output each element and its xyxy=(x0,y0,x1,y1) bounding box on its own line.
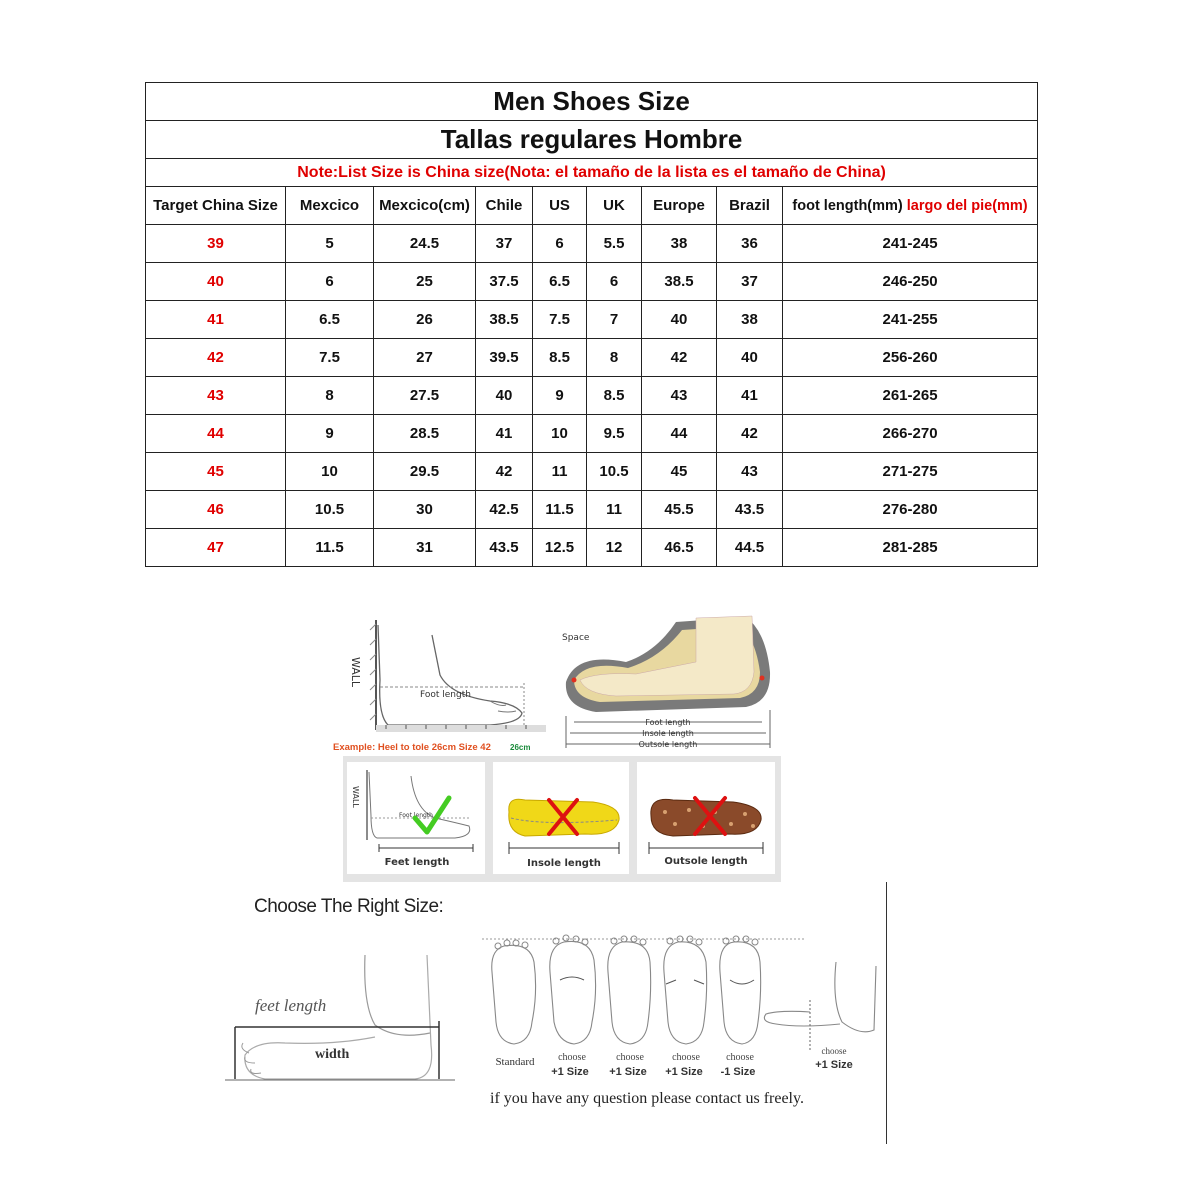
table-row xyxy=(146,377,1038,415)
table-row xyxy=(146,529,1038,567)
shoe-outsole-length-text: Outsole length xyxy=(638,740,698,749)
table-row xyxy=(146,339,1038,377)
cell-europe: 44 xyxy=(642,415,717,453)
cell-mexico-cm: 27.5 xyxy=(374,377,476,415)
table-body xyxy=(146,225,1038,567)
cell-uk: 8.5 xyxy=(587,377,642,415)
cell-europe: 45.5 xyxy=(642,491,717,529)
header-uk: UK xyxy=(587,187,642,225)
panel-insole-length-text: Insole length xyxy=(527,858,601,869)
cell-uk: 7 xyxy=(587,301,642,339)
cell-us: 6.5 xyxy=(533,263,587,301)
example-text: Example: Heel to tole 26cm Size 42 xyxy=(333,742,491,753)
size-chart-table xyxy=(145,82,1038,567)
cell-chile: 40 xyxy=(476,377,533,415)
header-foot-length xyxy=(783,187,1038,225)
contact-note: if you have any question please contact us freely. xyxy=(490,1090,804,1107)
plus-one-label-2: +1 Size xyxy=(609,1066,647,1078)
cell-mexico-cm: 31 xyxy=(374,529,476,567)
cell-mexico: 9 xyxy=(286,415,374,453)
cell-uk: 12 xyxy=(587,529,642,567)
cell-brazil: 43 xyxy=(717,453,783,491)
header-europe: Europe xyxy=(642,187,717,225)
cell-brazil: 40 xyxy=(717,339,783,377)
choose-label-2: choose xyxy=(616,1052,644,1063)
cell-us: 9 xyxy=(533,377,587,415)
plus-one-label-3: +1 Size xyxy=(665,1066,703,1078)
cell-uk: 9.5 xyxy=(587,415,642,453)
header-foot-length-en: foot length(mm) xyxy=(792,197,907,214)
choose-size-title: Choose The Right Size: xyxy=(254,896,444,917)
panel-foot-length-text: Foot length xyxy=(399,812,433,819)
cell-uk: 11 xyxy=(587,491,642,529)
cell-chile: 39.5 xyxy=(476,339,533,377)
width-label: width xyxy=(315,1047,350,1062)
cell-foot: 266-270 xyxy=(783,415,1038,453)
cell-mexico-cm: 24.5 xyxy=(374,225,476,263)
cell-mexico-cm: 29.5 xyxy=(374,453,476,491)
table-header-row xyxy=(146,187,1038,225)
table-row xyxy=(146,225,1038,263)
cell-chile: 42.5 xyxy=(476,491,533,529)
cell-mexico-cm: 25 xyxy=(374,263,476,301)
cell-chile: 37.5 xyxy=(476,263,533,301)
cell-foot: 271-275 xyxy=(783,453,1038,491)
table-note: Note:List Size is China size(Nota: el tamaño de la lista es el tamaño de China) xyxy=(146,159,1038,187)
shoe-foot-length-text: Foot length xyxy=(645,718,691,727)
cell-brazil: 43.5 xyxy=(717,491,783,529)
cell-mexico-cm: 28.5 xyxy=(374,415,476,453)
cell-uk: 10.5 xyxy=(587,453,642,491)
cell-china: 46 xyxy=(146,491,286,529)
cell-us: 11 xyxy=(533,453,587,491)
foot-length-text: Foot length xyxy=(420,690,471,700)
cell-china: 41 xyxy=(146,301,286,339)
cell-mexico-cm: 27 xyxy=(374,339,476,377)
measure-methods-panels xyxy=(343,756,781,882)
cell-europe: 38.5 xyxy=(642,263,717,301)
plus-one-label-1: +1 Size xyxy=(551,1066,589,1078)
shoe-insole-length-text: Insole length xyxy=(642,729,694,738)
wall-text: WALL xyxy=(349,657,362,688)
cell-mexico-cm: 26 xyxy=(374,301,476,339)
choose-label-1: choose xyxy=(558,1052,586,1063)
cell-china: 43 xyxy=(146,377,286,415)
ruler-mark-text: 26cm xyxy=(510,743,531,752)
cell-mexico: 6.5 xyxy=(286,301,374,339)
cell-mexico: 10.5 xyxy=(286,491,374,529)
cell-brazil: 42 xyxy=(717,415,783,453)
cell-mexico: 7.5 xyxy=(286,339,374,377)
header-us: US xyxy=(533,187,587,225)
cell-us: 10 xyxy=(533,415,587,453)
cell-mexico-cm: 30 xyxy=(374,491,476,529)
header-china-size: Target China Size xyxy=(146,187,286,225)
wall-measure-illustration xyxy=(330,615,550,760)
cell-uk: 8 xyxy=(587,339,642,377)
feet-length-label: feet length xyxy=(255,996,327,1015)
cell-brazil: 41 xyxy=(717,377,783,415)
cell-china: 40 xyxy=(146,263,286,301)
cell-chile: 43.5 xyxy=(476,529,533,567)
cell-foot: 241-255 xyxy=(783,301,1038,339)
cell-europe: 40 xyxy=(642,301,717,339)
cell-foot: 281-285 xyxy=(783,529,1038,567)
cell-europe: 38 xyxy=(642,225,717,263)
choose-label-3: choose xyxy=(672,1052,700,1063)
table-subtitle: Tallas regulares Hombre xyxy=(146,121,1038,159)
choose-label-5: choose xyxy=(821,1046,847,1056)
cell-mexico: 6 xyxy=(286,263,374,301)
cell-foot: 241-245 xyxy=(783,225,1038,263)
cell-china: 39 xyxy=(146,225,286,263)
cell-europe: 42 xyxy=(642,339,717,377)
table-row xyxy=(146,491,1038,529)
cell-mexico: 8 xyxy=(286,377,374,415)
foot-shapes-illustration xyxy=(480,932,880,1082)
table-row xyxy=(146,453,1038,491)
cell-europe: 46.5 xyxy=(642,529,717,567)
cell-us: 12.5 xyxy=(533,529,587,567)
cell-foot: 276-280 xyxy=(783,491,1038,529)
table-row xyxy=(146,263,1038,301)
cell-china: 42 xyxy=(146,339,286,377)
minus-one-label: -1 Size xyxy=(720,1066,756,1078)
shoe-length-illustration xyxy=(556,612,780,752)
header-mexico-cm: Mexcico(cm) xyxy=(374,187,476,225)
table-title: Men Shoes Size xyxy=(146,83,1038,121)
panel-outsole-length-text: Outsole length xyxy=(664,856,748,867)
cell-europe: 45 xyxy=(642,453,717,491)
header-chile: Chile xyxy=(476,187,533,225)
header-brazil: Brazil xyxy=(717,187,783,225)
cell-foot: 246-250 xyxy=(783,263,1038,301)
cell-brazil: 38 xyxy=(717,301,783,339)
cell-china: 44 xyxy=(146,415,286,453)
cell-chile: 37 xyxy=(476,225,533,263)
divider-line xyxy=(886,882,887,1144)
cell-mexico: 11.5 xyxy=(286,529,374,567)
cell-chile: 42 xyxy=(476,453,533,491)
cell-mexico: 10 xyxy=(286,453,374,491)
cell-brazil: 36 xyxy=(717,225,783,263)
cell-uk: 6 xyxy=(587,263,642,301)
cell-foot: 261-265 xyxy=(783,377,1038,415)
feet-width-illustration xyxy=(225,945,455,1085)
table-row xyxy=(146,301,1038,339)
panel-wall-text: WALL xyxy=(351,786,360,808)
table-row xyxy=(146,415,1038,453)
cell-us: 11.5 xyxy=(533,491,587,529)
cell-mexico: 5 xyxy=(286,225,374,263)
cell-europe: 43 xyxy=(642,377,717,415)
panel-feet-length-text: Feet length xyxy=(384,857,450,868)
cell-brazil: 44.5 xyxy=(717,529,783,567)
plus-one-label-5: +1 Size xyxy=(815,1059,853,1071)
space-text: Space xyxy=(562,633,590,643)
cell-us: 7.5 xyxy=(533,301,587,339)
ruler xyxy=(376,725,546,732)
cell-foot: 256-260 xyxy=(783,339,1038,377)
header-foot-length-es: largo del pie(mm) xyxy=(906,197,1028,214)
cell-chile: 38.5 xyxy=(476,301,533,339)
header-mexico: Mexcico xyxy=(286,187,374,225)
cell-us: 8.5 xyxy=(533,339,587,377)
cell-brazil: 37 xyxy=(717,263,783,301)
cell-uk: 5.5 xyxy=(587,225,642,263)
cell-chile: 41 xyxy=(476,415,533,453)
choose-label-4: choose xyxy=(726,1052,754,1063)
cell-china: 45 xyxy=(146,453,286,491)
standard-label: Standard xyxy=(495,1056,535,1068)
cell-china: 47 xyxy=(146,529,286,567)
cell-us: 6 xyxy=(533,225,587,263)
